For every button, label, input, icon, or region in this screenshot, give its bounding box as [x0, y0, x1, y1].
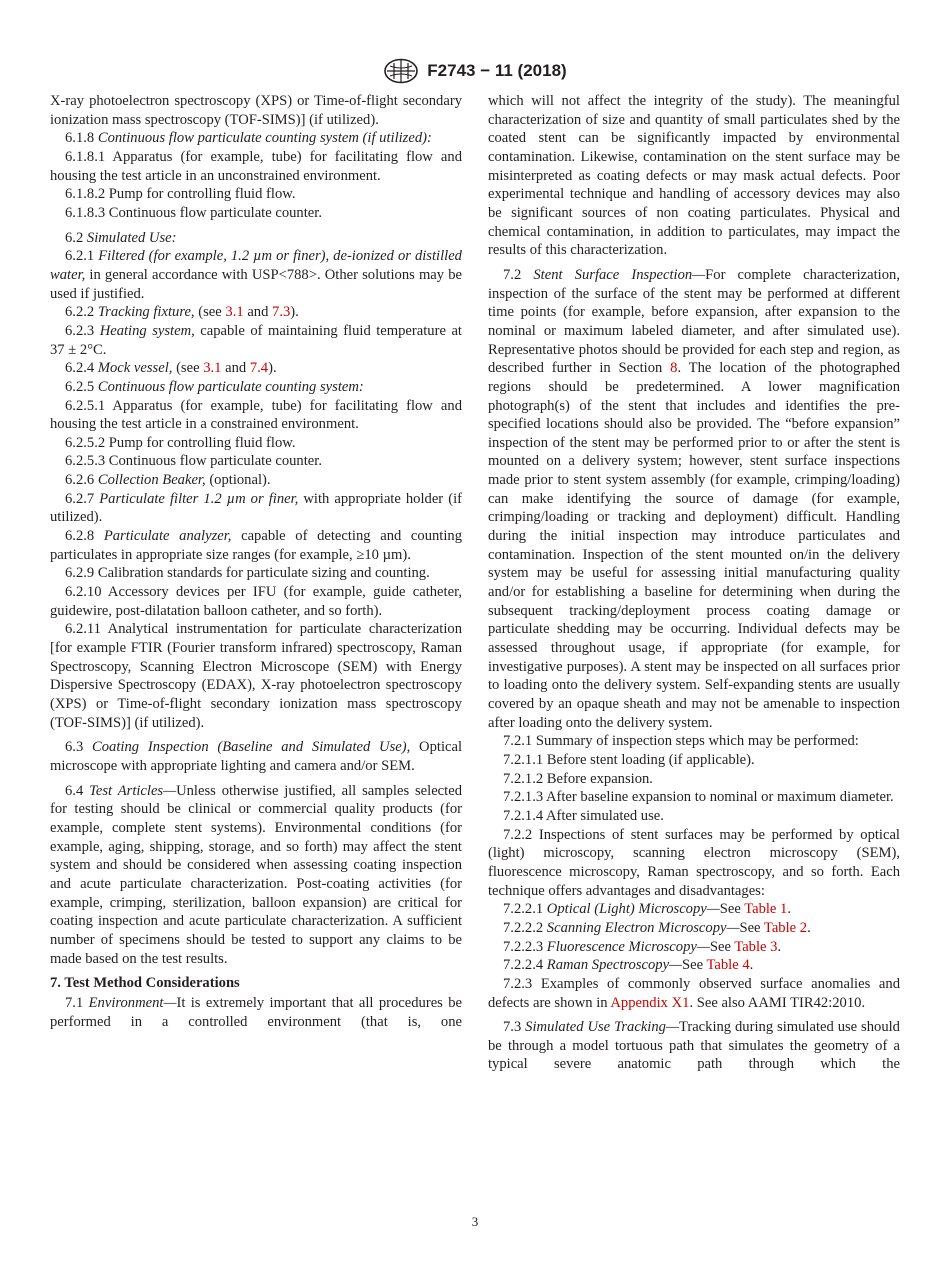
section-6-2-5-1: 6.2.5.1 Apparatus (for example, tube) for facilitating flow and housing the test article in a constrained environment.	[50, 397, 462, 433]
section-6-2-2: 6.2.2 Tracking fixture, (see 3.1 and 7.3).	[65, 304, 299, 321]
page-number: 3	[471, 1214, 479, 1229]
section-7-2-2-3: 7.2.2.3 Fluorescence Microscopy—See Table 3.	[503, 938, 782, 955]
section-7-3: 7.3 Simulated Use Tracking—Tracking during simulated use should be through a model tortuous path that simulates the geometry of a typical severe anatomic path through which the	[488, 1019, 900, 1073]
page-header	[0, 56, 950, 86]
section-7-1: 7.1 Environment—It is extremely important that all procedures be performed in a controlled environment (that is, one	[50, 994, 462, 1030]
section-6-2-5: 6.2.5 Continuous flow particulate counting system:	[65, 378, 364, 395]
section-6-2-8: 6.2.8 Particulate analyzer, capable of detecting and counting particulates in appropriate size ranges (for example, ≥10 µm).	[50, 528, 463, 563]
section-6-2-6: 6.2.6 Collection Beaker, (optional).	[65, 472, 271, 489]
section-6-4: 6.4 Test Articles—Unless otherwise justified, all samples selected for testing should be clinical or commercial quality products (for example, complete stent systems). Environmental conditions (for example, aging, shipping, storage, and so forth) may affect the stent system and should be considered when assessing coating inspection and acute particulate characterization. Post-coating activities (for example, crimping, sterilization, balloon expansion) are critical for coating inspection and acute particulate characterization. A sufficient number of specimens should be tested to support any claims to be made based on the test results.	[50, 782, 462, 967]
ref-link-table-1[interactable]: Table 1	[744, 901, 788, 918]
section-7-2-1-4: 7.2.1.4 After simulated use.	[503, 807, 664, 824]
ref-link-7-4[interactable]: 7.4	[249, 360, 269, 377]
section-6-1-8: 6.1.8 Continuous flow particulate counting system (if utilized):	[65, 130, 432, 147]
section-7-2-1: 7.2.1 Summary of inspection steps which may be performed:	[503, 733, 859, 750]
section-6-2: 6.2 Simulated Use:	[65, 229, 177, 246]
section-7-2: 7.2 Stent Surface Inspection—For complete characterization, inspection of the surface of the stent may be performed at different time points (for example, before expansion, after expansion to the nominal or maximum labeled diameter, and after simulated use). Representative photos should be provided for each step and region, as described further in Section 8. The location of the photographed regions should be predetermined. A lower magnification photograph(s) of the stent that includes and identifies the pre-specified locations should also be provided. The “before expansion” inspection of the stent may be performed prior to or after the stent is mounted on a delivery system; however, stent surface inspections made prior to stent system assembly (for example, crimping/loading) can make identifying the source of damage (for example, crimping/loading or tracking and deployment) difficult. Handling during the initial inspection may introduce particulates and contamination. Inspection of the stent mounted on/in the delivery system may be useful for assessing initial manufacturing quality and/or for establishing a baseline for determining when during the subsequent tracking/deployment process coating damage or particulate shedding may be occurring. Individual defects may be assessed throughout usage, if appropriate (for example, for investigative purposes). A stent may be inspected on all surfaces prior to loading onto the delivery system. Self-expanding stents are usually covered by an opaque sheath and may not be amenable to inspection after loading onto the delivery system.	[488, 266, 900, 731]
section-7-2-2: 7.2.2 Inspections of stent surfaces may be performed by optical (light) microscopy, scanning electron microscopy (SEM), fluorescence microscopy, Raman spectroscopy, and so forth. Each technique offers advantages and disadvantages:	[488, 826, 900, 899]
section-6-2-1: 6.2.1 Filtered (for example, 1.2 µm or finer), de-ionized or distilled water, in general accordance with USP<788>. Other solutions may be used if justified.	[50, 248, 462, 302]
section-6-2-5-2: 6.2.5.2 Pump for controlling fluid flow.	[65, 434, 296, 451]
section-6-2-5-3: 6.2.5.3 Continuous flow particulate counter.	[65, 453, 322, 470]
section-6-3: 6.3 Coating Inspection (Baseline and Simulated Use), Optical microscope with appropriate lighting and camera and/or SEM.	[50, 739, 463, 774]
section-6-2-10: 6.2.10 Accessory devices per IFU (for example, guide catheter, guidewire, post-dilatation balloon catheter, and so forth).	[50, 584, 462, 619]
section-7-2-2-1: 7.2.2.1 Optical (Light) Microscopy—See Table 1.	[503, 901, 792, 918]
right-column	[488, 92, 900, 1074]
ref-link-section-8[interactable]: 8	[670, 360, 678, 377]
section-7-2-2-2: 7.2.2.2 Scanning Electron Microscopy—See Table 2.	[503, 919, 811, 936]
ref-link-3-1[interactable]: 3.1	[225, 304, 244, 321]
left-column	[50, 92, 462, 1031]
document-id: F2743 − 11 (2018)	[427, 61, 567, 80]
ref-link-table-4[interactable]: Table 4	[706, 957, 750, 974]
section-7-2-1-3: 7.2.1.3 After baseline expansion to nominal or maximum diameter.	[503, 789, 894, 806]
ref-link-table-2[interactable]: Table 2	[763, 919, 808, 936]
section-6-1-8-1: 6.1.8.1 Apparatus (for example, tube) for facilitating flow and housing the test article in an unconstrained environment.	[50, 148, 462, 184]
section-7-2-1-2: 7.2.1.2 Before expansion.	[503, 770, 653, 787]
section-6-2-9: 6.2.9 Calibration standards for particulate sizing and counting.	[65, 565, 430, 582]
section-6-1-8-2: 6.1.8.2 Pump for controlling fluid flow.	[65, 186, 296, 203]
section-7-2-2-4: 7.2.2.4 Raman Spectroscopy—See Table 4.	[503, 957, 754, 974]
section-7-2-1-1: 7.2.1.1 Before stent loading (if applicable).	[503, 751, 755, 768]
section-6-2-3: 6.2.3 Heating system, capable of maintaining fluid temperature at 37 ± 2°C.	[50, 322, 462, 358]
astm-logo-icon	[383, 58, 419, 84]
paragraph-continuation: which will not affect the integrity of the study). The meaningful characterization of size and quantity of small particulates shed by the coated stent can be significantly impacted by environmental contamination. Likewise, contamination on the stent surface may be misinterpreted as coating defects or may mask actual defects. Poor experimental technique and handling of accessory devices may also be significant sources of non coating particulates. Physical and chemical contamination, in addition to particulates, may impact the results of this characterization.	[488, 93, 900, 259]
section-heading-7: 7. Test Method Considerations	[50, 975, 240, 992]
section-6-2-7: 6.2.7 Particulate filter 1.2 µm or finer, with appropriate holder (if utilized).	[50, 490, 462, 526]
ref-link-7-3[interactable]: 7.3	[272, 304, 291, 321]
section-6-2-11: 6.2.11 Analytical instrumentation for particulate characterization [for example FTIR (Fourier transform infrared) spectroscopy, Raman Spectroscopy, Scanning Electron Microscope (SEM) with Energy Dispersive Spectroscopy (EDAX), X-ray photoelectron spectroscopy (XPS) or Time-of-flight secondary ionization mass spectroscopy (TOF-SIMS)] (if utilized).	[50, 621, 462, 731]
section-6-2-4: 6.2.4 Mock vessel, (see 3.1 and 7.4).	[65, 360, 277, 377]
paragraph-continuation: X-ray photoelectron spectroscopy (XPS) or Time-of-flight secondary ionization mass spectroscopy (TOF-SIMS)] (if utilized).	[50, 93, 462, 128]
section-7-2-3: 7.2.3 Examples of commonly observed surface anomalies and defects are shown in Appendix X1. See also AAMI TIR42:2010.	[488, 975, 900, 1011]
section-6-1-8-3: 6.1.8.3 Continuous flow particulate counter.	[65, 204, 322, 221]
ref-link-table-3[interactable]: Table 3	[734, 938, 778, 955]
ref-link-3-1[interactable]: 3.1	[203, 360, 222, 377]
ref-link-appendix-x1[interactable]: Appendix X1	[610, 994, 690, 1011]
